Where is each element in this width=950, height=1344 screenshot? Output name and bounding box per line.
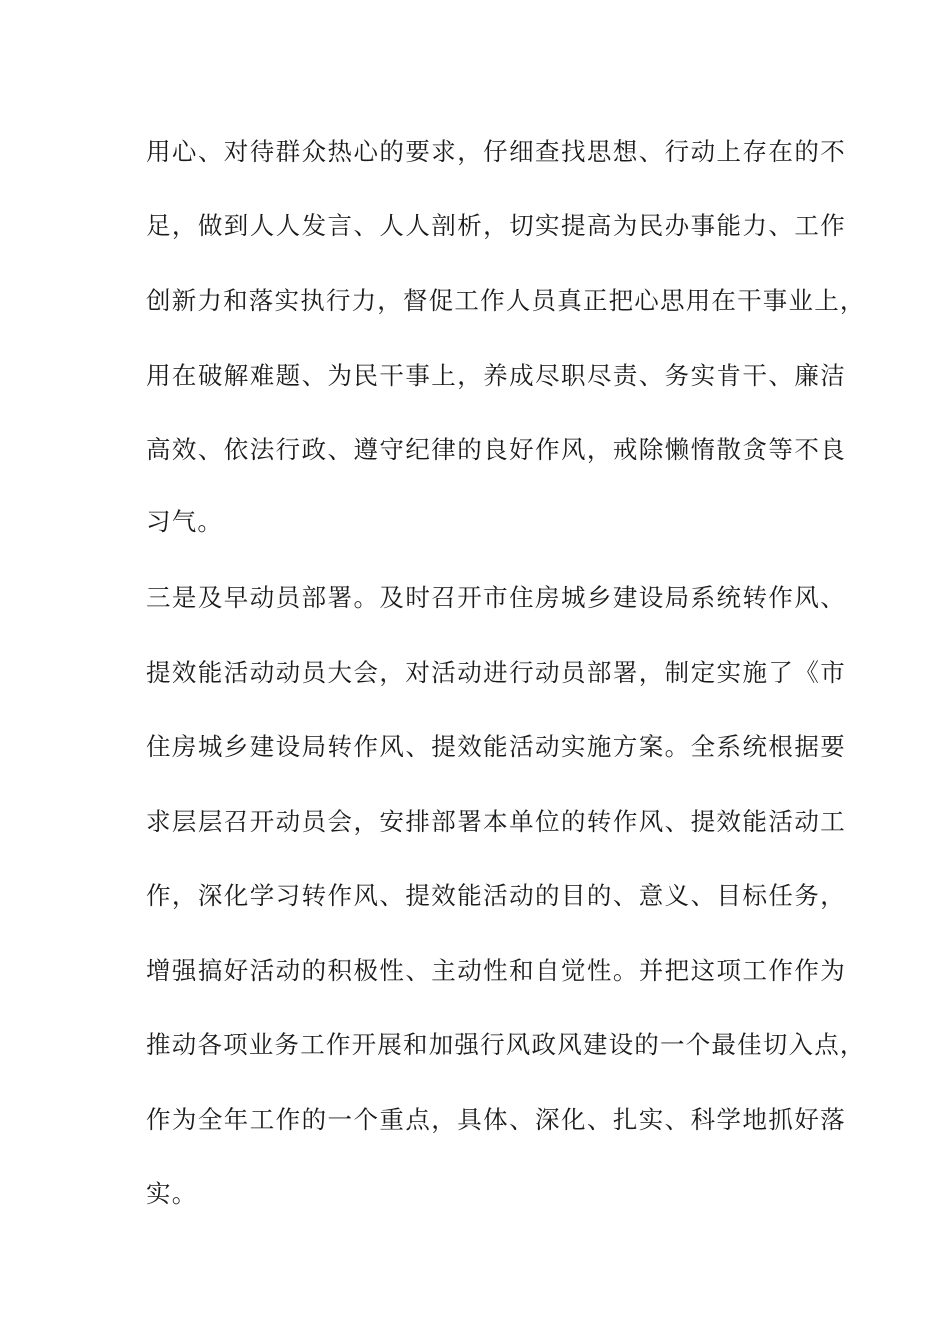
- paragraph-1-line-5: 高效、依法行政、遵守纪律的良好作风，戒除懒惰散贪等不良: [146, 435, 846, 464]
- paragraph-2-line-5: 作，深化学习转作风、提效能活动的目的、意义、目标任务，: [146, 881, 846, 910]
- paragraph-1-line-2: 足，做到人人发言、人人剖析，切实提高为民办事能力、工作: [146, 211, 846, 240]
- paragraph-2-line-1: 三是及早动员部署。及时召开市住房城乡建设局系统转作风、: [146, 583, 846, 612]
- paragraph-1-line-3: 创新力和落实执行力，督促工作人员真正把心思用在干事业上，: [146, 286, 866, 315]
- paragraph-2-line-4: 求层层召开动员会，安排部署本单位的转作风、提效能活动工: [146, 807, 846, 836]
- paragraph-1-line-4: 用在破解难题、为民干事上，养成尽职尽责、务实肯干、廉洁: [146, 361, 846, 390]
- paragraph-2-line-6: 增强搞好活动的积极性、主动性和自觉性。并把这项工作作为: [146, 956, 846, 985]
- paragraph-1-line-1: 用心、对待群众热心的要求，仔细查找思想、行动上存在的不: [146, 137, 846, 166]
- paragraph-2-line-2: 提效能活动动员大会，对活动进行动员部署，制定实施了《市: [146, 658, 846, 687]
- paragraph-2-line-7: 推动各项业务工作开展和加强行风政风建设的一个最佳切入点，: [146, 1030, 866, 1059]
- paragraph-2-line-9: 实。: [146, 1179, 198, 1208]
- paragraph-2-line-3: 住房城乡建设局转作风、提效能活动实施方案。全系统根据要: [146, 732, 846, 761]
- paragraph-2-line-8: 作为全年工作的一个重点，具体、深化、扎实、科学地抓好落: [146, 1105, 846, 1134]
- paragraph-1-line-6: 习气。: [146, 507, 224, 536]
